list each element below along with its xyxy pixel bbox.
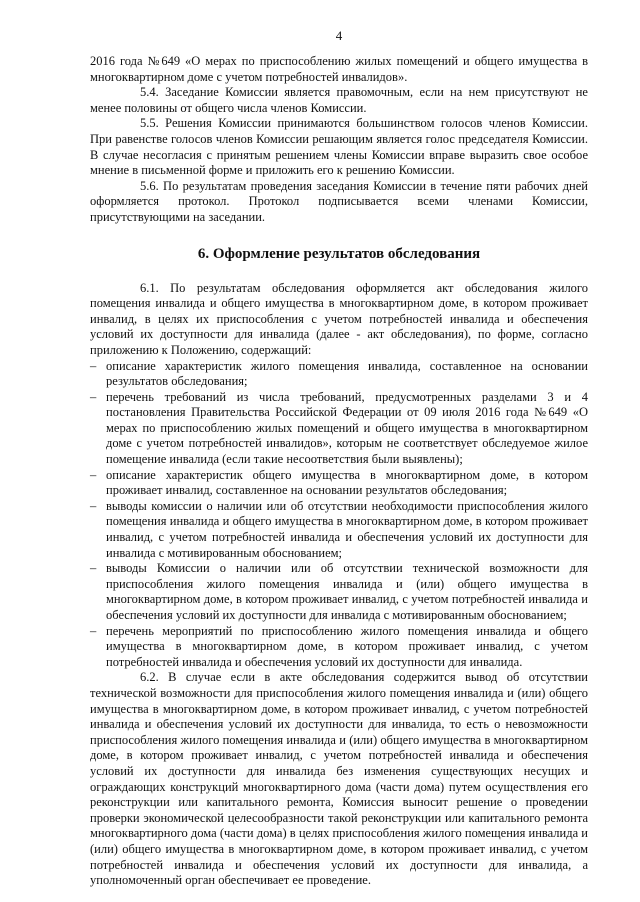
list-item: – выводы Комиссии о наличии или об отсутствии технической возможности для приспособления жилого помещения инвалида и (или) общего имущества в многоквартирном доме, в котором проживает инвалид, с учетом потребностей инвалида и обеспечения условий их доступности для инвалида с мотивированным обоснованием; (106, 561, 588, 623)
list-item: – описание характеристик жилого помещения инвалида, составленное на основании результатов обследования; (106, 359, 588, 390)
list-item: – описание характеристик общего имущества в многоквартирном доме, в котором проживает инвалид, составленное на основании результатов обследования; (106, 468, 588, 499)
list-item: – выводы комиссии о наличии или об отсутствии необходимости приспособления жилого помещения инвалида и общего имущества в многоквартирном доме, в котором проживает инвалид, с учетом потребностей инвалида и обеспечения условий их доступности для инвалида с мотивированным обоснованием; (106, 499, 588, 561)
requirements-list (90, 359, 588, 671)
paragraph-5-4: 5.4. Заседание Комиссии является правомочным, если на нем присутствуют не менее половины от общего числа членов Комиссии. (90, 85, 588, 115)
paragraph-6-2: 6.2. В случае если в акте обследования содержится вывод об отсутствии технической возможности для приспособления жилого помещения инвалида и (или) общего имущества в многоквартирном доме, в котором проживает инвалид, с учетом потребностей инвалида и обеспечения условий их доступности для инвалида, то есть о невозможности приспособления жилого помещения инвалида и (или) общего имущества в многоквартирном доме, в котором проживает инвалид, с учетом потребностей инвалида и обеспечения условий их доступности для инвалида без изменения существующих несущих и ограждающих конструкций многоквартирного дома (части дома) путем осуществления его реконструкции или капитального ремонта, Комиссия выносит решение о проведении проверки экономической целесообразности такой реконструкции или капитального ремонта многоквартирного дома (части дома) в целях приспособления жилого помещения инвалида и (или) общего имущества в многоквартирном доме, в котором проживает инвалид, с учетом потребностей инвалида и обеспечения условий их доступности для инвалида, а уполномоченный орган обеспечивает ее проведение. (90, 670, 588, 888)
paragraph-6-1: 6.1. По результатам обследования оформляется акт обследования жилого помещения инвалида и общего имущества в многоквартирном доме, в котором проживает инвалид, в целях их приспособления с учетом потребностей инвалида и обеспечения условий их доступности для инвалида (далее - акт обследования), по форме, согласно приложению к Положению, содержащий: (90, 280, 588, 357)
page-number: 4 (335, 28, 343, 43)
paragraph-5-6: 5.6. По результатам проведения заседания Комиссии в течение пяти рабочих дней оформляется протокол. Протокол подписывается всеми членами Комиссии, присутствующими на заседании. (90, 178, 588, 224)
section-heading: 6. Оформление результатов обследования (197, 245, 481, 262)
list-item: – перечень мероприятий по приспособлению жилого помещения инвалида и общего имущества в многоквартирном доме, в котором проживает инвалид, с учетом потребностей инвалида и обеспечения условий их доступности для инвалида. (106, 624, 588, 671)
list-item: – перечень требований из числа требований, предусмотренных разделами 3 и 4 постановления Правительства Российской Федерации от 09 июля 2016 года №649 «О мерах по приспособлению жилых помещений и общего имущества в многоквартирном доме с учетом потребностей инвалидов», которым не соответствует обследуемое жилое помещение инвалида (если такие несоответствия были выявлены); (106, 390, 588, 468)
paragraph-continuation: 2016 года №649 «О мерах по приспособлению жилых помещений и общего имущества в многоквартирном доме с учетом потребностей инвалидов». (90, 54, 588, 84)
paragraph-5-5: 5.5. Решения Комиссии принимаются большинством голосов членов Комиссии. При равенстве голосов членов Комиссии решающим является голос председателя Комиссии. В случае несогласия с принятым решением члены Комиссии вправе выразить свое особое мнение в письменной форме и приложить его к решению Комиссии. (90, 116, 588, 178)
